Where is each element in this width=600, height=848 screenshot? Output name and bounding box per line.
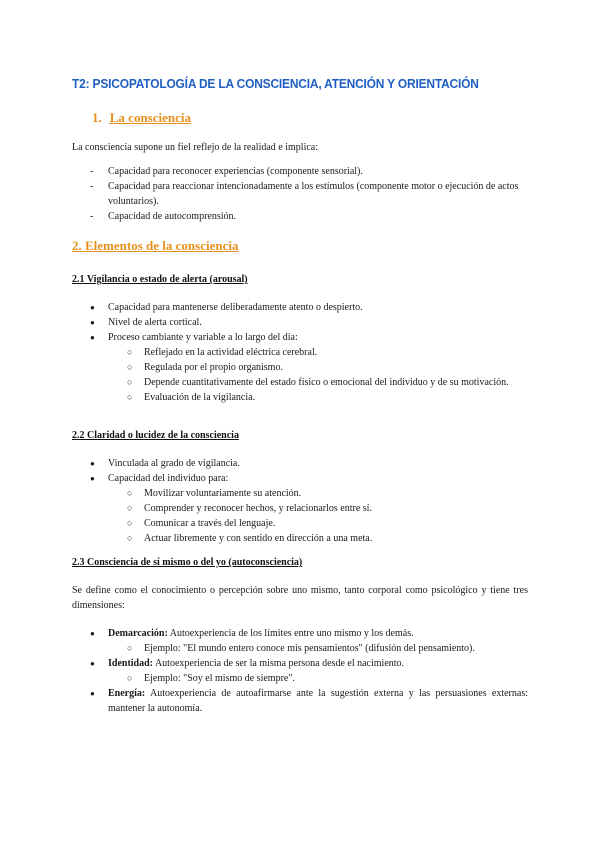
circle-bullet-icon: ○ — [127, 643, 133, 653]
list-item: ○ Reflejado en la actividad eléctrica cerebral. — [127, 347, 318, 358]
subsection-2-2-heading: 2.2 Claridad o lucidez de la consciencia — [72, 430, 239, 441]
list-item: ● Energía: Autoexperiencia de autoafirmarse ante la sugestión externa y las persuasiones externas: mantener la autonomía. — [90, 688, 528, 714]
bullet-icon: ● — [90, 333, 95, 342]
list-item: ○ Depende cuantitativamente del estado físico o emocional del individuo y de su motivación. — [127, 377, 509, 388]
circle-bullet-icon: ○ — [127, 533, 133, 543]
circle-bullet-icon: ○ — [127, 362, 133, 372]
bullet-icon: ● — [90, 318, 95, 327]
list-item: - Capacidad para reaccionar intencionadamente a los estímulos (componente motor o ejecución de actos voluntarios). — [90, 181, 519, 207]
circle-bullet-icon: ○ — [127, 518, 133, 528]
bullet-icon: ● — [90, 459, 95, 468]
subsection-2-1-heading: 2.1 Vigilancia o estado de alerta (arousal) — [72, 274, 248, 285]
section-1-heading — [92, 110, 191, 126]
list-item: ● Proceso cambiante y variable a lo largo del día: ○ Reflejado en la actividad eléctrica cerebral. ○ Regulada por el propio organismo. ○ Depende cuantitativamente del estado físico o emocional del individuo y de su motivación. ○ Evaluación de la vigilancia. — [72, 330, 528, 405]
circle-bullet-icon: ○ — [127, 392, 133, 402]
bullet-icon: ● — [90, 303, 95, 312]
list-item: ○ Evaluación de la vigilancia. — [127, 392, 256, 403]
section-1-number: 1. — [92, 110, 102, 125]
bullet-icon: ● — [90, 659, 95, 668]
list-item: ● Capacidad para mantenerse deliberadamente atento o despierto. — [90, 302, 363, 313]
circle-bullet-icon: ○ — [127, 673, 133, 683]
subsection-2-2-list — [72, 456, 528, 546]
circle-bullet-icon: ○ — [127, 503, 133, 513]
list-item: ● Demarcación: Autoexperiencia de los límites entre uno mismo y los demás. ○ Ejemplo: "El mundo entero conoce mis pensamientos" (difusión del pensamiento). — [72, 626, 528, 656]
list-item: - Capacidad de autocomprensión. — [90, 211, 237, 222]
list-item: ○ Ejemplo: "Soy el mismo de siempre". — [127, 673, 295, 684]
circle-bullet-icon: ○ — [127, 347, 133, 357]
list-item: ● Nivel de alerta cortical. — [90, 317, 202, 328]
list-item: ○ Ejemplo: "El mundo entero conoce mis pensamientos" (difusión del pensamiento). — [127, 643, 475, 654]
list-item: ● Identidad: Autoexperiencia de ser la misma persona desde el nacimiento. ○ Ejemplo: "Soy el mismo de siempre". — [72, 656, 528, 686]
subsection-2-1-list — [72, 300, 528, 405]
document-title: T2: PSICOPATOLOGÍA DE LA CONSCIENCIA, ATENCIÓN Y ORIENTACIÓN — [72, 76, 479, 91]
circle-bullet-icon: ○ — [127, 488, 133, 498]
bullet-icon: ● — [90, 474, 95, 483]
list-item: ○ Comunicar a través del lenguaje. — [127, 518, 276, 529]
list-item: ○ Actuar libremente y con sentido en dirección a una meta. — [127, 533, 373, 544]
subsection-2-3-heading: 2.3 Consciencia de sí mismo o del yo (autoconsciencia) — [72, 557, 303, 568]
bullet-icon: ● — [90, 689, 95, 698]
list-item: ● Capacidad del individuo para: ○ Movilizar voluntariamente su atención. ○ Comprender y reconocer hechos, y relacionarlos entre sí. ○ Comunicar a través del lenguaje. ○ Actuar libremente y con sentido en dirección a una meta. — [72, 471, 528, 546]
subsection-2-3-list — [72, 626, 528, 716]
section-1-intro: La consciencia supone un fiel reflejo de la realidad e implica: — [72, 142, 319, 153]
list-item: ○ Regulada por el propio organismo. — [127, 362, 283, 373]
circle-bullet-icon: ○ — [127, 377, 133, 387]
section-1-title: La consciencia — [109, 110, 191, 125]
list-item: - Capacidad para reconocer experiencias (componente sensorial). — [90, 166, 363, 177]
bullet-icon: ● — [90, 629, 95, 638]
list-item: ○ Movilizar voluntariamente su atención. — [127, 488, 302, 499]
list-item: ● Vinculada al grado de vigilancia. — [90, 458, 240, 469]
section-1-list — [72, 164, 528, 224]
subsection-2-3-intro: Se define como el conocimiento o percepción sobre uno mismo, tanto corporal como psicológico y tiene tres dimensiones: — [72, 585, 528, 611]
list-item: ○ Comprender y reconocer hechos, y relacionarlos entre sí. — [127, 503, 372, 514]
section-2-heading: 2. Elementos de la consciencia — [72, 238, 239, 253]
